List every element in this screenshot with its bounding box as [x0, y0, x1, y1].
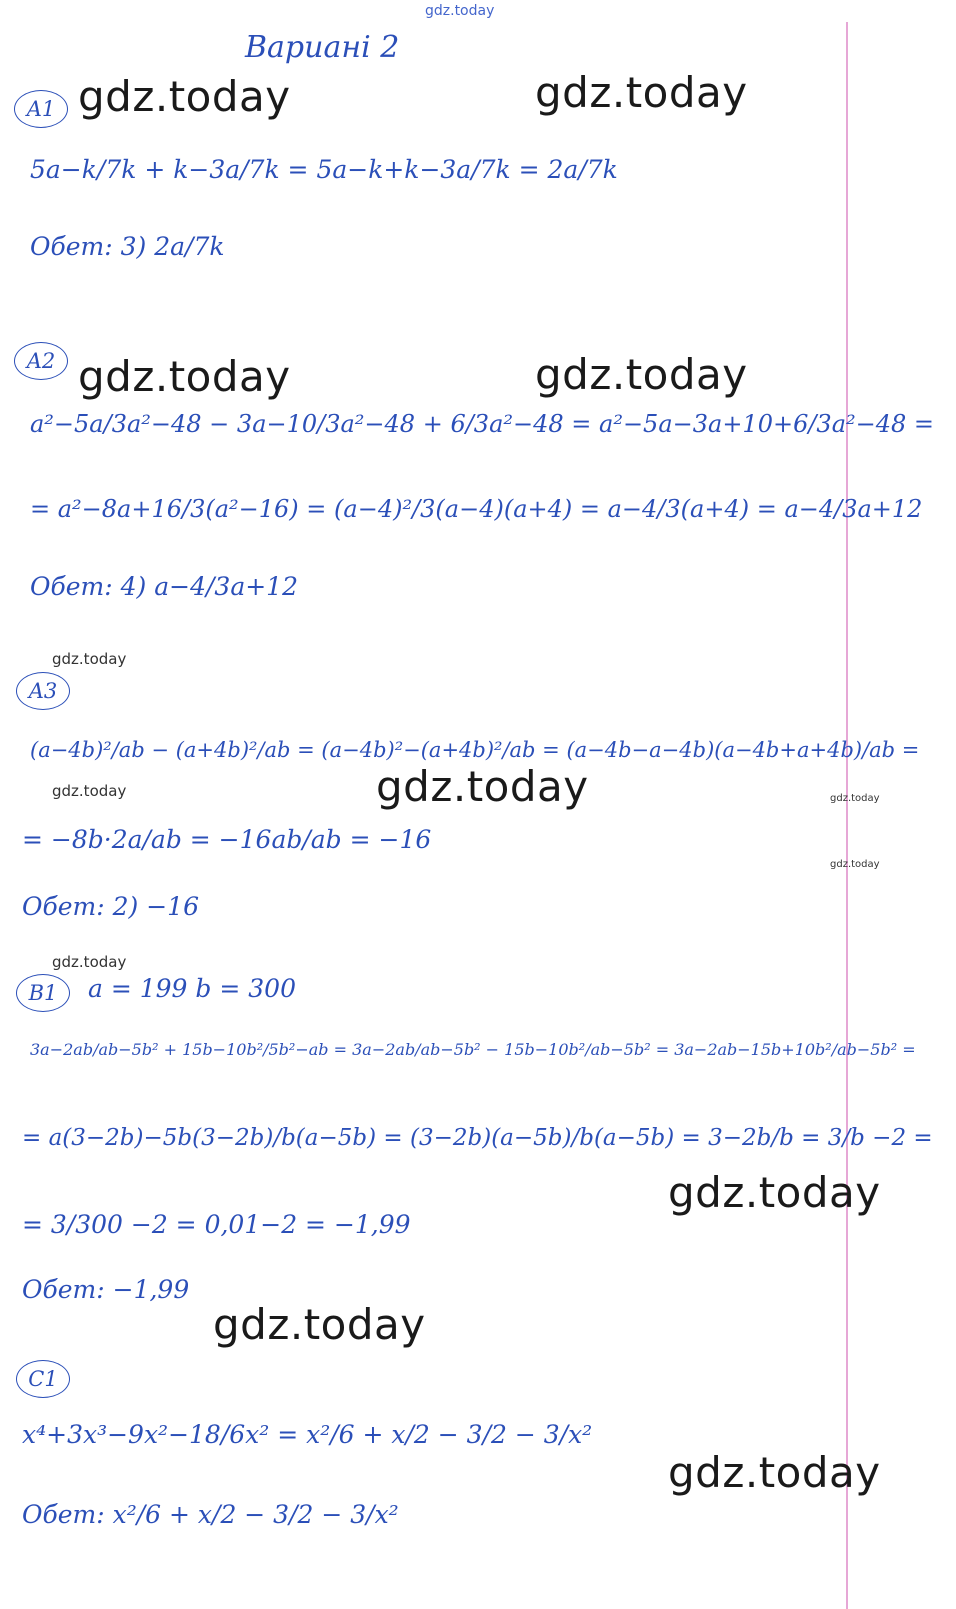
- watermark-small: gdz.today: [52, 782, 127, 800]
- task-b1-answer: Обет: −1,99: [22, 1275, 190, 1304]
- watermark: gdz.today: [668, 1168, 881, 1217]
- watermark-small: gdz.today: [52, 953, 127, 971]
- watermark-tiny: gdz.today: [830, 859, 880, 870]
- task-a3-line-1: (a−4b)²/ab − (a+4b)²/ab = (a−4b)²−(a+4b)²/ab = (a−4b−a−4b)(a−4b+a+4b)/ab =: [30, 738, 920, 762]
- task-a2-line-1: a²−5a/3a²−48 − 3a−10/3a²−48 + 6/3a²−48 = a²−5a−3a+10+6/3a²−48 =: [30, 410, 935, 438]
- task-label-a3: A3: [16, 672, 70, 710]
- task-a1-line-1: 5a−k/7k + k−3a/7k = 5a−k+k−3a/7k = 2a/7k: [30, 155, 618, 184]
- task-label-b1: B1: [16, 974, 70, 1012]
- watermark: gdz.today: [668, 1448, 881, 1497]
- watermark: gdz.today: [78, 72, 291, 121]
- task-a1-answer: Обет: 3) 2a/7k: [30, 232, 225, 261]
- task-label-a1: A1: [14, 90, 68, 128]
- task-b1-line-3: = 3/300 −2 = 0,01−2 = −1,99: [22, 1210, 411, 1239]
- task-b1-line-2: = a(3−2b)−5b(3−2b)/b(a−5b) = (3−2b)(a−5b)/b(a−5b) = 3−2b/b = 3/b −2 =: [22, 1125, 933, 1151]
- task-label-c1: C1: [16, 1360, 70, 1398]
- watermark: gdz.today: [535, 68, 748, 117]
- watermark: gdz.today: [535, 350, 748, 399]
- task-c1-line-1: x⁴+3x³−9x²−18/6x² = x²/6 + x/2 − 3/2 − 3/x²: [22, 1420, 593, 1449]
- task-a2-line-2: = a²−8a+16/3(a²−16) = (a−4)²/3(a−4)(a+4) = a−4/3(a+4) = a−4/3a+12: [30, 495, 923, 523]
- task-c1-answer: Обет: x²/6 + x/2 − 3/2 − 3/x²: [22, 1500, 399, 1529]
- task-b1-given: a = 199 b = 300: [88, 974, 296, 1003]
- task-a3-answer: Обет: 2) −16: [22, 892, 199, 921]
- margin-line: [846, 22, 848, 1609]
- task-b1-line-1: 3a−2ab/ab−5b² + 15b−10b²/5b²−ab = 3a−2ab/ab−5b² − 15b−10b²/ab−5b² = 3a−2ab−15b+10b²/ab−5b² =: [30, 1040, 916, 1059]
- watermark-top: gdz.today: [425, 3, 495, 19]
- watermark-small: gdz.today: [52, 650, 127, 668]
- page-title: Варианi 2: [245, 30, 400, 65]
- task-a2-answer: Обет: 4) a−4/3a+12: [30, 572, 298, 601]
- watermark: gdz.today: [376, 762, 589, 811]
- watermark-tiny: gdz.today: [830, 793, 880, 804]
- task-label-a2: A2: [14, 342, 68, 380]
- watermark: gdz.today: [213, 1300, 426, 1349]
- watermark: gdz.today: [78, 352, 291, 401]
- task-a3-line-2: = −8b·2a/ab = −16ab/ab = −16: [22, 825, 432, 854]
